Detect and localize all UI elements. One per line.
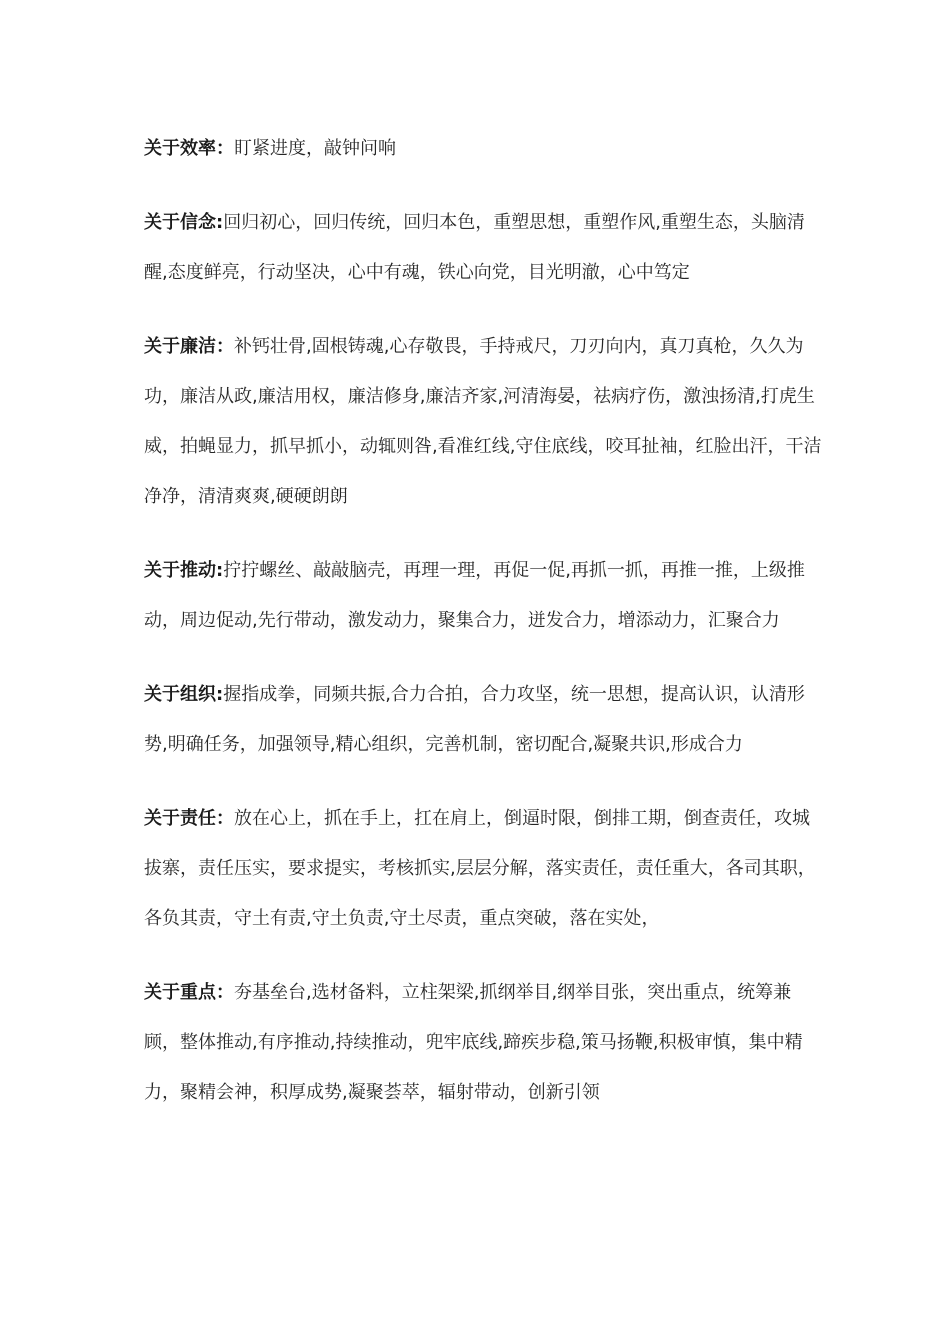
paragraph-label: 关于重点： (144, 982, 234, 1003)
paragraph-text: 拧拧螺丝、敲敲脑壳，再理一理，再促一促,再抓一抓，再推一推，上级推动，周边促动,先行带动，激发动力，聚集合力，迸发合力，增添动力，汇聚合力 (144, 560, 805, 631)
paragraph-text: 放在心上，抓在手上，扛在肩上，倒逼时限，倒排工期，倒查责任，攻城拔寨，责任压实，要求提实，考核抓实,层层分解，落实责任，责任重大，各司其职，各负其责，守土有责,守土负责,守土尽责，重点突破，落在实处， (144, 808, 816, 929)
paragraph-text: 回归初心，回归传统，回归本色，重塑思想，重塑作风,重塑生态，头脑清醒,态度鲜亮，行动坚决，心中有魂，铁心向党，目光明澈，心中笃定 (144, 212, 805, 283)
paragraph-promotion (144, 546, 824, 646)
paragraph-text: 握指成拳，同频共振,合力合拍，合力攻坚，统一思想，提高认识，认清形势,明确任务，加强领导,精心组织，完善机制，密切配合,凝聚共识,形成合力 (144, 684, 805, 755)
paragraph-label: 关于组织: (144, 684, 224, 705)
document-body (144, 124, 824, 1142)
paragraph-organization (144, 670, 824, 770)
paragraph-text: 补钙壮骨,固根铸魂,心存敬畏，手持戒尺，刀刃向内，真刀真枪，久久为功，廉洁从政,廉洁用权，廉洁修身,廉洁齐家,河清海晏，祛病疗伤，激浊扬清,打虎生威，拍蝇显力，抓早抓小，动辄则咎,看准红线,守住底线，咬耳扯袖，红脸出汗，干洁净净，清清爽爽,硬硬朗朗 (144, 336, 822, 507)
paragraph-text: 盯紧进度，敲钟问响 (234, 138, 396, 159)
paragraph-label: 关于推动: (144, 560, 224, 581)
paragraph-label: 关于责任： (144, 808, 234, 829)
paragraph-belief (144, 198, 824, 298)
paragraph-label: 关于信念: (144, 212, 224, 233)
paragraph-text: 夯基垒台,选材备料，立柱架梁,抓纲举目,纲举目张，突出重点，统筹兼顾，整体推动,有序推动,持续推动，兜牢底线,蹄疾步稳,策马扬鞭,积极审慎，集中精力，聚精会神，积厚成势,凝聚荟萃，辐射带动，创新引领 (144, 982, 803, 1103)
paragraph-efficiency (144, 124, 824, 174)
paragraph-label: 关于效率： (144, 138, 234, 159)
paragraph-responsibility (144, 794, 824, 944)
paragraph-label: 关于廉洁： (144, 336, 234, 357)
paragraph-focus (144, 968, 824, 1118)
paragraph-integrity (144, 322, 824, 522)
